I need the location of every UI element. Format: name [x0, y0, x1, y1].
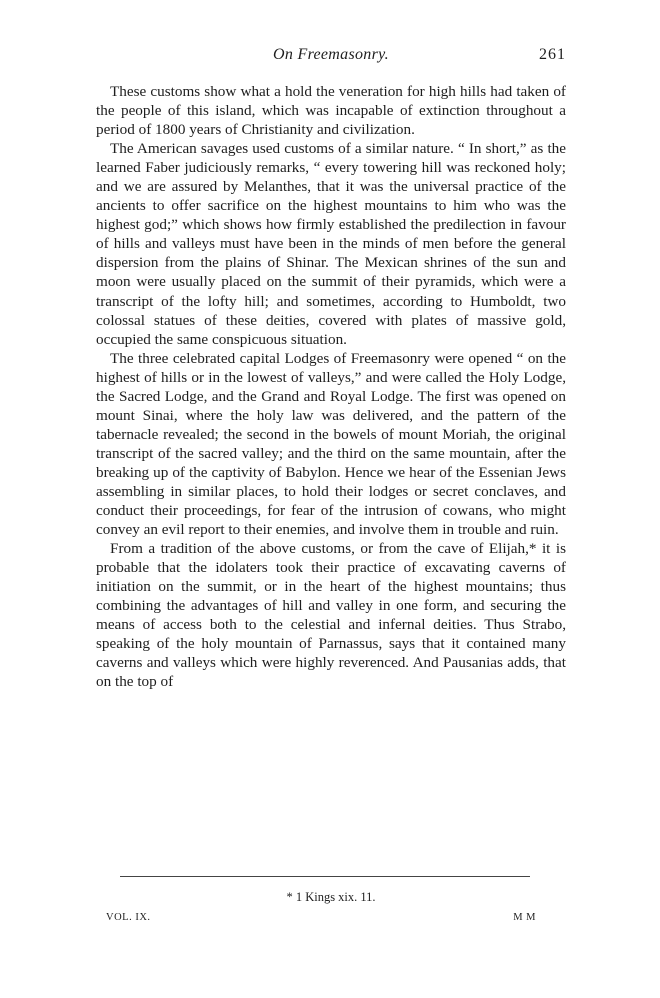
paragraph-high-hills: These customs show what a hold the veneration for high hills had taken of the people of this island, which was incapable of extinction throughout a period of 1800 years of Christianity and civilization. — [96, 83, 566, 139]
page-number: 261 — [539, 46, 566, 63]
running-title: On Freemasonry. — [273, 46, 389, 63]
body-text — [96, 82, 566, 692]
paragraph-american-savages: The American savages used customs of a similar nature. “ In short,” as the learned Faber judiciously remarks, “ every towering hill was reckoned holy; and we are assured by Melanthes, that it was the universal practice of the ancients to offer sacrifice on the highest mountains to him who was the highest god;” which shows how firmly established the predilection in favour of hills and valleys must have been in the minds of men before the general dispersion from the plains of Shinar. The Mexican shrines of the sun and moon were usually placed on the summit of their pyramids, which were a transcript of the lofty hill; and sometimes, according to Humboldt, two colossal statues of these deities, covered with plates of massive gold, occupied the same conspicuous situation. — [96, 140, 566, 348]
footnote: * 1 Kings xix. 11. — [286, 890, 376, 904]
book-page — [96, 46, 566, 946]
sheet-mark: M M — [513, 912, 536, 923]
running-head — [96, 46, 566, 72]
volume-signature: VOL. IX. — [106, 912, 151, 923]
footnote-rule — [120, 876, 530, 877]
paragraph-caverns: From a tradition of the above customs, or from the cave of Elijah,* it is probable that the idolaters took their practice of excavating caverns of initiation on the summit, or in the heart of the highest mountains; thus combining the advantages of hill and valley in one form, and securing the means of access both to the celestial and infernal deities. Thus Strabo, speaking of the holy mountain of Parnassus, says that it contained many caverns and valleys which were highly reverenced. And Pausanias adds, that on the top of — [96, 540, 566, 691]
paragraph-three-lodges: The three celebrated capital Lodges of Freemasonry were opened “ on the highest of hills or in the lowest of valleys,” and were called the Holy Lodge, the Sacred Lodge, and the Grand and Royal Lodge. The first was opened on mount Sinai, where the holy law was delivered, and the pattern of the tabernacle revealed; the second in the bowels of mount Moriah, the original transcript of the sacred valley; and the third on the same mountain, after the breaking up of the captivity of Babylon. Hence we hear of the Essenian Jews assembling in similar places, to hold their lodges or secret conclaves, and conduct their proceedings, for fear of the intrusion of cowans, who might convey an evil report to their enemies, and involve them in trouble and ruin. — [96, 349, 566, 539]
